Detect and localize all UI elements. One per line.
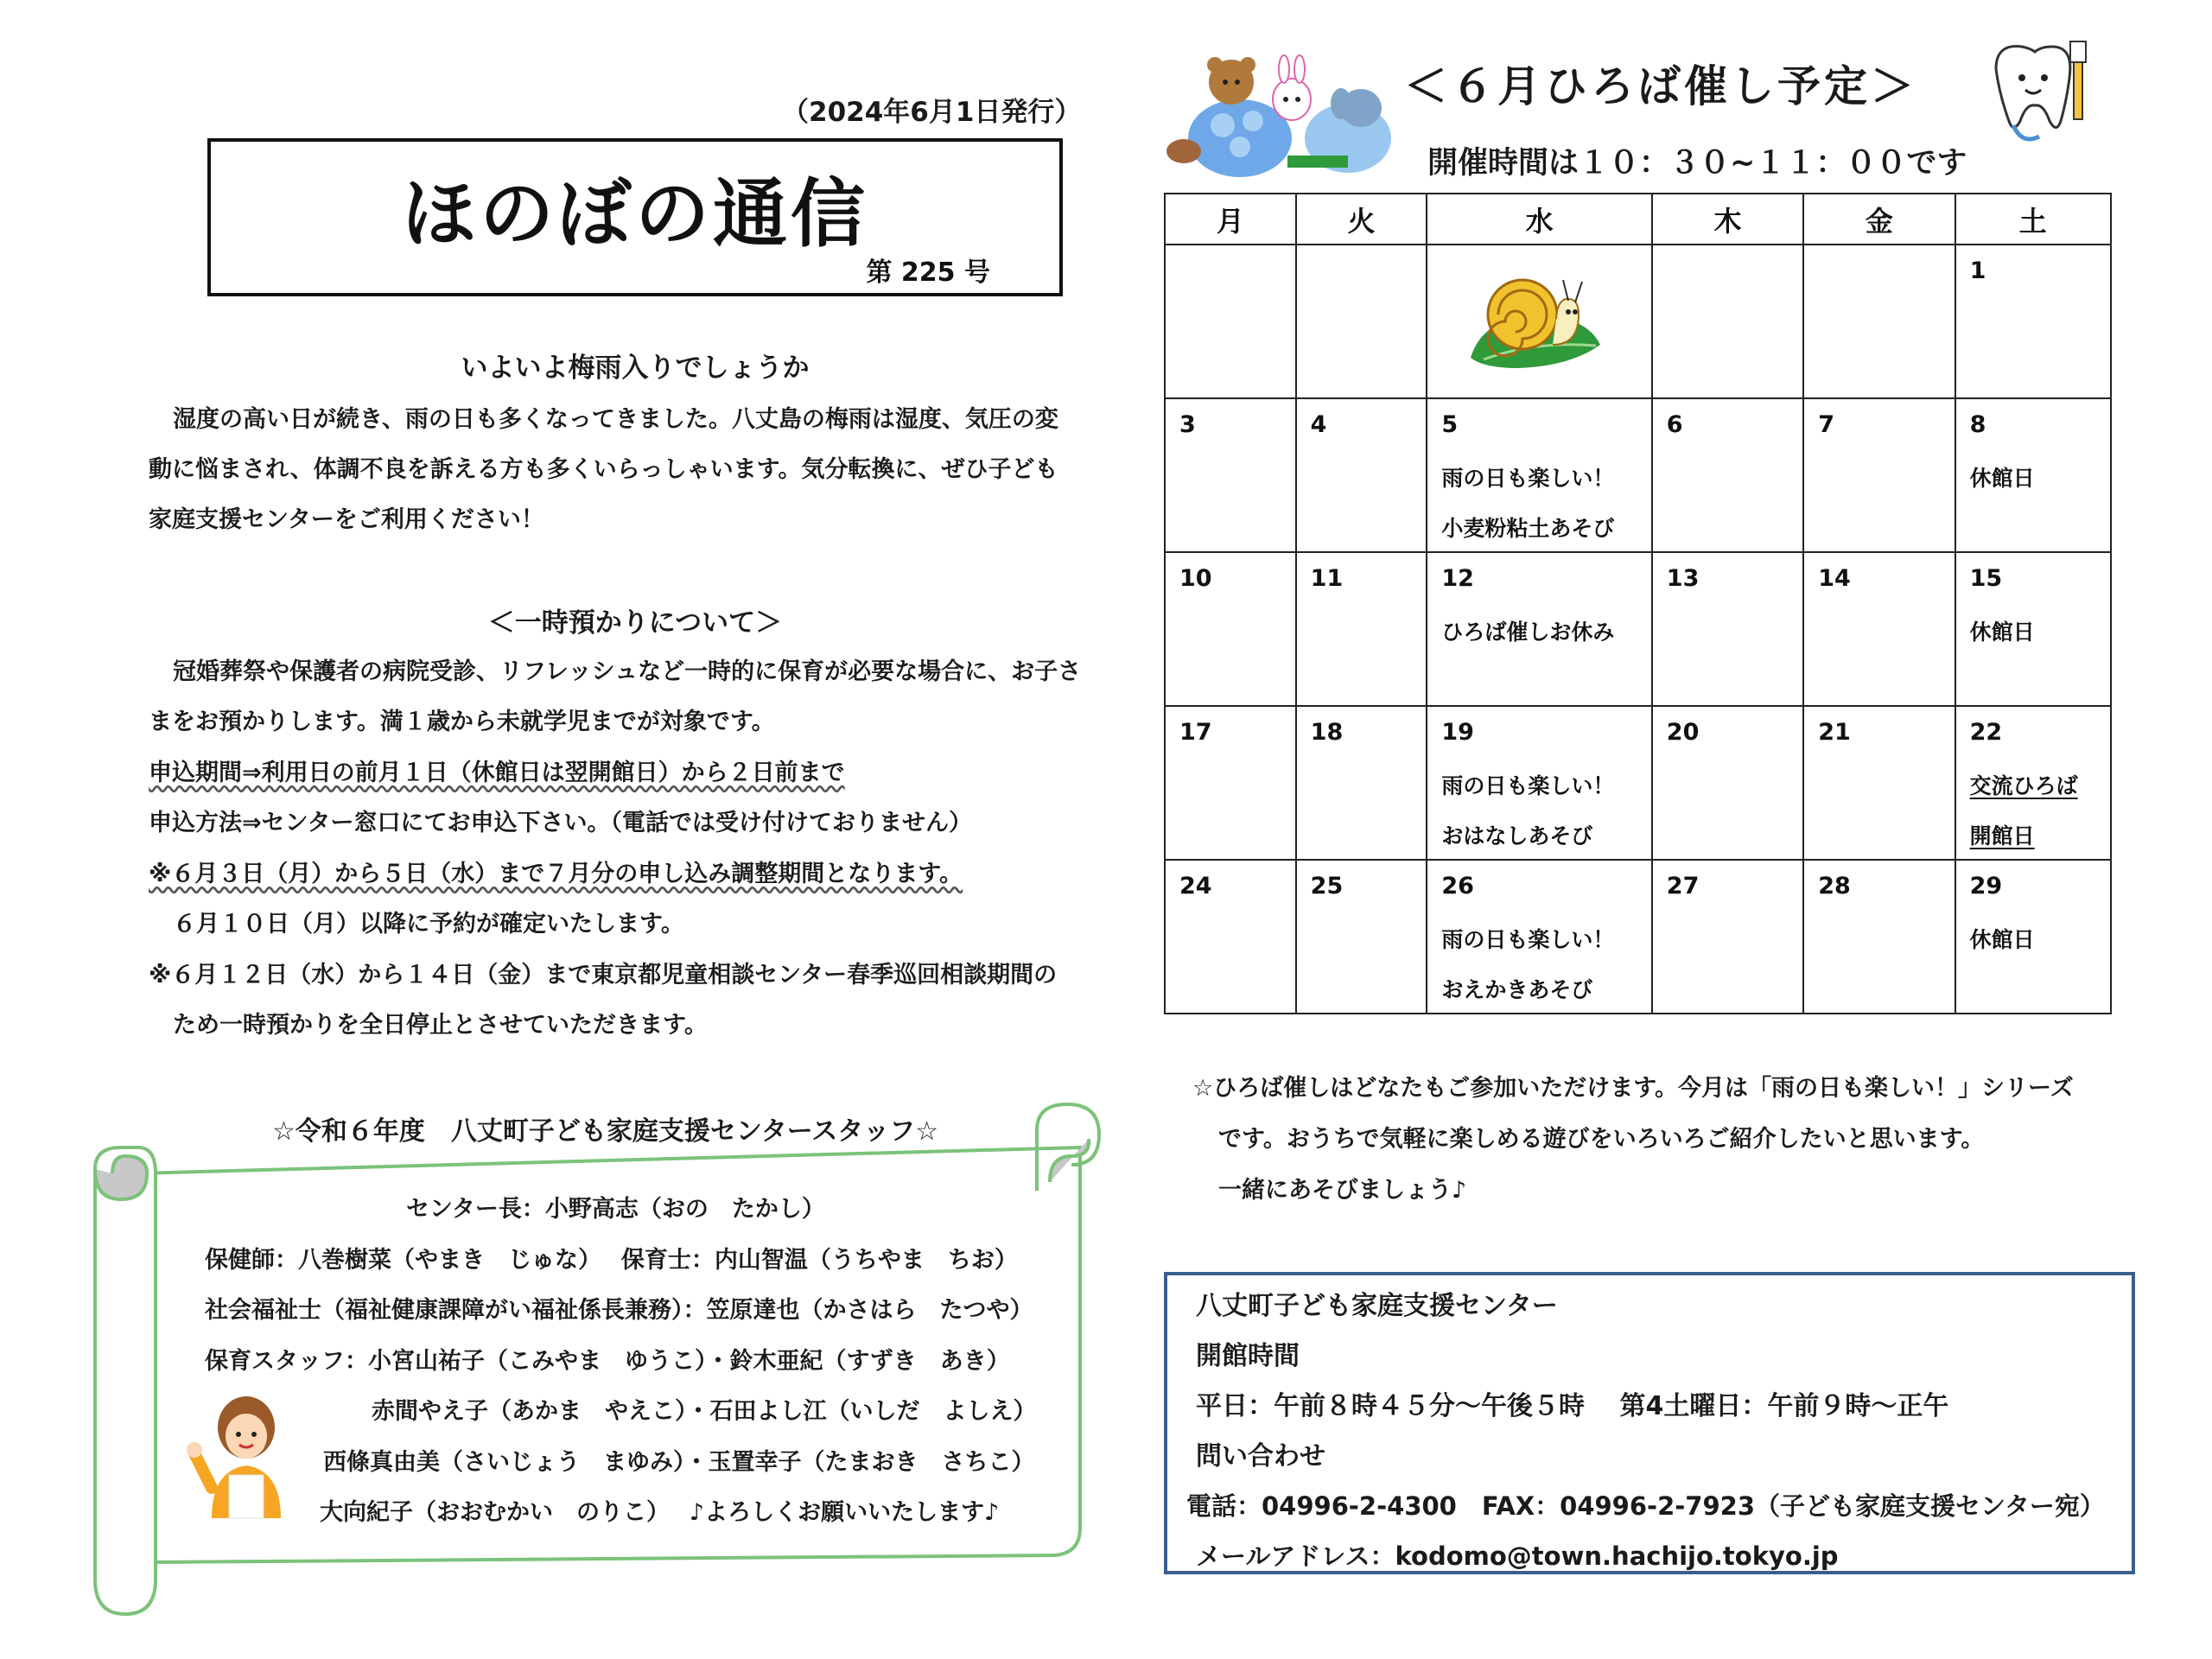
calendar-week <box>1165 398 2111 552</box>
event-detail: おはなしあそび <box>1441 823 1593 849</box>
staff-line: 保育スタッフ：小宮山祐子（こみやま ゆうこ）・鈴木亜紀（すずき あき） <box>205 1348 1010 1375</box>
childcare-note: ６月１０日（月）以降に予約が確定いたします。 <box>173 911 684 938</box>
staff-line: 西條真由美（さいじょう まゆみ）・玉置幸子（たまおき さちこ） <box>323 1449 1035 1476</box>
calendar-cell <box>1955 860 2111 1014</box>
day-number: 4 <box>1310 411 1327 438</box>
weekday-wed: 水 <box>1427 194 1651 245</box>
calendar-cell <box>1803 398 1955 552</box>
day-number: 15 <box>1969 565 2003 592</box>
calendar-cell <box>1955 552 2111 706</box>
calendar-note-line: 一緒にあそびましょう♪ <box>1218 1177 1467 1204</box>
day-number: 7 <box>1818 411 1834 438</box>
calendar-cell <box>1652 398 1803 552</box>
hours-label: 開館時間 <box>1196 1341 1300 1371</box>
calendar-week <box>1165 706 2111 860</box>
calendar-cell <box>1955 245 2111 398</box>
calendar-cell <box>1652 860 1803 1014</box>
issue-date: （2024年6月1日発行） <box>782 97 1082 128</box>
snail-on-leaf-icon <box>1466 263 1605 375</box>
animals-illustration-icon <box>1158 43 1417 186</box>
calendar-cell <box>1296 398 1427 552</box>
title-box <box>207 138 1063 296</box>
event-title: 雨の日も楽しい！ <box>1441 927 1615 952</box>
calendar-hours: 開催時間は１０：３０~１１：００です <box>1427 146 1967 181</box>
event-title: 雨の日も楽しい！ <box>1441 773 1615 798</box>
calendar-week <box>1165 552 2111 706</box>
calendar-week <box>1165 245 2111 398</box>
childcare-note: ※６月１２日（水）から１４日（金）まで東京都児童相談センター春季巡回相談期間の <box>149 962 1058 988</box>
day-number: 10 <box>1179 565 1212 592</box>
childcare-application-period: 申込期間⇒利用日の前月１日（休館日は翌開館日）から２日前まで <box>149 760 845 786</box>
staff-line: 赤間やえ子（あかま やえこ）・石田よし江（いしだ よしえ） <box>372 1398 1037 1425</box>
staff-line: センター長：小野高志（おの たかし） <box>406 1196 825 1223</box>
calendar-week <box>1165 860 2111 1014</box>
day-number: 26 <box>1441 873 1474 899</box>
tooth-toothbrush-icon <box>1979 35 2091 151</box>
day-number: 25 <box>1310 873 1344 899</box>
inquiry-label: 問い合わせ <box>1196 1441 1325 1471</box>
staff-heading: ☆令和６年度 八丈町子ども家庭支援センタースタッフ☆ <box>272 1116 939 1147</box>
day-number: 11 <box>1310 565 1344 592</box>
calendar-cell <box>1165 706 1296 860</box>
day-number: 8 <box>1969 411 1986 438</box>
day-number: 3 <box>1179 411 1196 438</box>
opening-hours: 平日：午前８時４５分～午後５時 第4土曜日：午前９時～正午 <box>1196 1391 1949 1421</box>
calendar-cell <box>1296 245 1427 398</box>
calendar-cell <box>1803 860 1955 1014</box>
rainy-heading: いよいよ梅雨入りでしょうか <box>461 353 810 384</box>
calendar-cell <box>1427 706 1651 860</box>
weekday-tue: 火 <box>1296 194 1427 245</box>
calendar-note-line: ☆ひろば催しはどなたもご参加いただけます。今月は「雨の日も楽しい！」シリーズ <box>1192 1075 2074 1102</box>
newsletter-title: ほのぼの通信 <box>402 171 868 257</box>
calendar-cell <box>1165 398 1296 552</box>
day-number: 17 <box>1179 719 1212 746</box>
day-number: 6 <box>1666 411 1683 438</box>
event-title: 休館日 <box>1969 927 2035 952</box>
calendar-cell <box>1427 860 1651 1014</box>
calendar-cell <box>1427 398 1651 552</box>
calendar-cell <box>1296 552 1427 706</box>
day-number: 14 <box>1818 565 1851 592</box>
calendar-cell <box>1296 860 1427 1014</box>
day-number: 13 <box>1666 565 1700 592</box>
day-number: 20 <box>1666 719 1700 746</box>
childcare-heading: ＜一時預かりについて＞ <box>487 607 783 639</box>
childcare-application-method: 申込方法⇒センター窓口にてお申込下さい。（電話では受け付けておりません） <box>149 810 973 836</box>
staff-line: 保健師：八巻樹菜（やまき じゅな） 保育士：内山智温（うちやま ちお） <box>205 1247 1018 1274</box>
event-title: 休館日 <box>1969 620 2035 645</box>
calendar-cell <box>1803 552 1955 706</box>
calendar-cell <box>1427 245 1651 398</box>
day-number: 28 <box>1818 873 1851 899</box>
day-number: 22 <box>1969 719 2003 746</box>
weekday-thu: 木 <box>1652 194 1803 245</box>
calendar-cell <box>1165 860 1296 1014</box>
calendar-cell <box>1955 398 2111 552</box>
center-name: 八丈町子ども家庭支援センター <box>1196 1291 1558 1321</box>
rainy-line: 湿度の高い日が続き、雨の日も多くなってきました。八丈島の梅雨は湿度、気圧の変 <box>173 406 1058 433</box>
event-title: 休館日 <box>1969 466 2035 491</box>
calendar-cell <box>1165 245 1296 398</box>
day-number: 5 <box>1441 411 1459 438</box>
event-title: 雨の日も楽しい！ <box>1441 466 1615 491</box>
day-number: 19 <box>1441 719 1474 746</box>
event-detail: 小麦粉粘土あそび <box>1441 516 1615 541</box>
calendar-cell <box>1652 245 1803 398</box>
calendar-cell <box>1427 552 1651 706</box>
childcare-note: ため一時預かりを全日停止とさせていただきます。 <box>173 1012 708 1039</box>
staff-line: 社会福祉士（福祉健康課障がい福祉係長兼務）：笠原達也（かさはら たつや） <box>205 1297 1033 1324</box>
childcare-line: まをお預かりします。満１歳から未就学児までが対象です。 <box>149 709 775 735</box>
rainy-line: 動に悩まされ、体調不良を訴える方も多くいらっしゃいます。気分転換に、ぜひ子ども <box>149 456 1058 483</box>
event-calendar <box>1164 193 2112 1014</box>
event-title: 交流ひろば <box>1969 773 2078 798</box>
staff-woman-icon <box>186 1393 307 1522</box>
calendar-cell <box>1803 706 1955 860</box>
calendar-note-line: です。おうちで気軽に楽しめる遊びをいろいろご紹介したいと思います。 <box>1218 1126 1985 1153</box>
weekday-header-row <box>1165 194 2111 245</box>
day-number: 12 <box>1441 565 1474 592</box>
calendar-cell <box>1955 706 2111 860</box>
staff-line: 大向紀子（おおむかい のりこ） ♪よろしくお願いいたします♪ <box>320 1499 1000 1526</box>
day-number: 29 <box>1969 873 2003 899</box>
childcare-line: 冠婚葬祭や保護者の病院受診、リフレッシュなど一時的に保育が必要な場合に、お子さ <box>173 658 1082 685</box>
calendar-cell <box>1165 552 1296 706</box>
calendar-cell <box>1803 245 1955 398</box>
day-number: 21 <box>1818 719 1851 746</box>
rainy-line: 家庭支援センターをご利用ください！ <box>149 506 544 533</box>
day-number: 24 <box>1179 873 1212 899</box>
phone-fax: 電話：04996-2-4300 FAX：04996-2-7923（子ども家庭支援センター宛） <box>1186 1491 2105 1521</box>
weekday-fri: 金 <box>1803 194 1955 245</box>
calendar-cell <box>1296 706 1427 860</box>
calendar-title: ＜６月ひろば催し予定＞ <box>1404 61 1917 111</box>
weekday-sat: 土 <box>1955 194 2111 245</box>
calendar-cell <box>1652 552 1803 706</box>
childcare-note: ※６月３日（月）から５日（水）まで７月分の申し込み調整期間となります。 <box>149 861 963 887</box>
issue-number: 第 225 号 <box>866 257 990 288</box>
weekday-mon: 月 <box>1165 194 1296 245</box>
calendar-cell <box>1652 706 1803 860</box>
event-detail: 開館日 <box>1969 823 2035 849</box>
day-number: 27 <box>1666 873 1700 899</box>
event-detail: おえかきあそび <box>1441 977 1593 1002</box>
email-address: メールアドレス：kodomo@town.hachijo.tokyo.jp <box>1196 1541 1839 1571</box>
day-number: 1 <box>1969 257 1986 284</box>
day-number: 18 <box>1310 719 1344 746</box>
contact-info-box <box>1164 1272 2135 1574</box>
event-title: ひろば催しお休み <box>1441 620 1615 645</box>
